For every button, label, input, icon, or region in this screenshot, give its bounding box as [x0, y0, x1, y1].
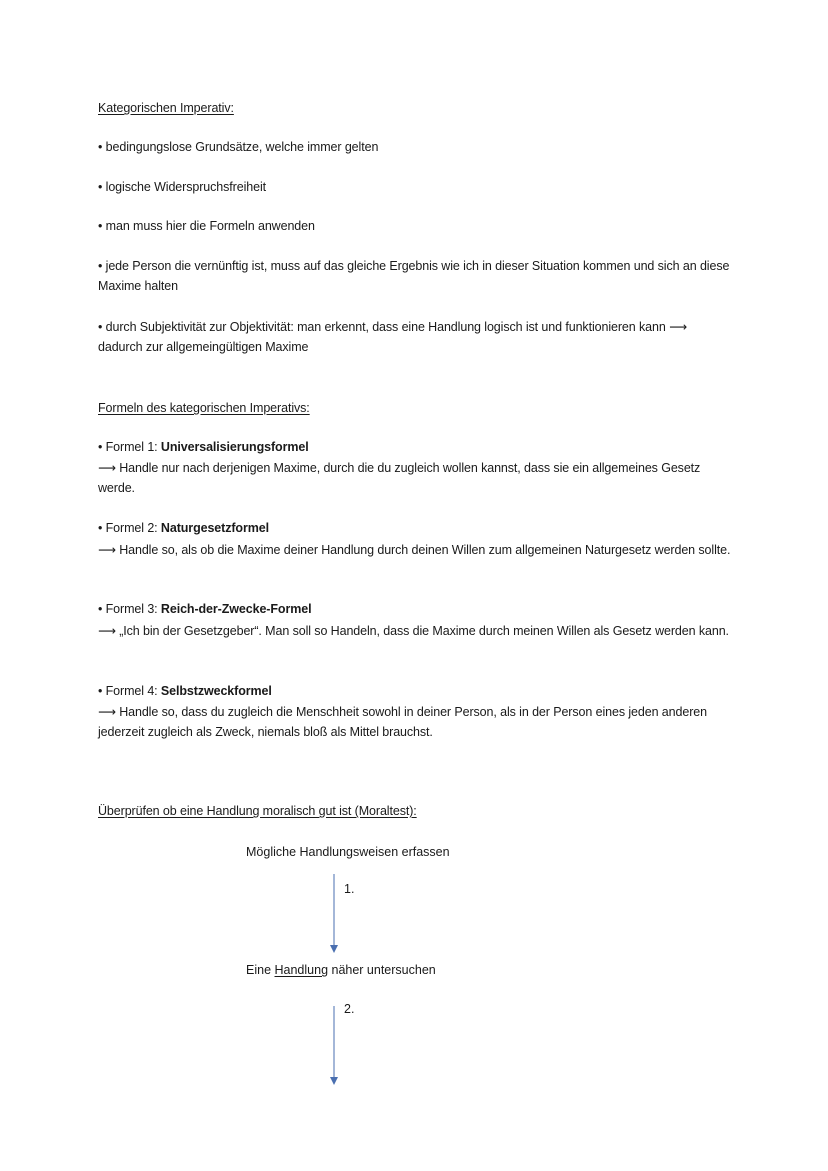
formula-4-text: ⟶ Handle so, dass du zugleich die Menschheit sowohl in deiner Person, als in der Person eines jeden anderen jederzeit zugleich als Zweck, niemals bloß als Mittel brauchst.	[98, 705, 707, 739]
formula-2-prefix: • Formel 2:	[98, 521, 161, 535]
formula-1-prefix: • Formel 1:	[98, 440, 161, 454]
formula-2-name: Naturgesetzformel	[160, 521, 269, 535]
formula-4-title	[98, 681, 738, 701]
formula-1-name: Universalisierungsformel	[160, 440, 309, 454]
bullet-4: • jede Person die vernünftig ist, muss auf das gleiche Ergebnis wie ich in dieser Situation kommen und sich an diese Maxime halten	[98, 259, 730, 293]
formula-3-name: Reich-der-Zwecke-Formel	[160, 602, 312, 616]
flow-step-2	[246, 960, 436, 980]
bullet-3: • man muss hier die Formeln anwenden	[98, 219, 315, 233]
flow-step-1: Mögliche Handlungsweisen erfassen	[246, 845, 450, 859]
bullet-2: • logische Widerspruchsfreiheit	[98, 180, 267, 194]
formula-3-text: ⟶ „Ich bin der Gesetzgeber“. Man soll so Handeln, dass die Maxime durch meinen Willen als Gesetz werden kann.	[98, 624, 729, 638]
heading-moraltest: Überprüfen ob eine Handlung moralisch gut ist (Moraltest):	[98, 804, 417, 818]
bullet-5: • durch Subjektivität zur Objektivität: man erkennt, dass eine Handlung logisch ist und funktionieren kann ⟶ dadurch zur allgemeingültigen Maxime	[98, 320, 687, 354]
flow-step-2-prefix: Eine	[246, 963, 275, 977]
formula-1-title	[98, 437, 738, 457]
flow-step-2-suffix: näher untersuchen	[328, 963, 436, 977]
formula-4-name: Selbstzweckformel	[160, 684, 272, 698]
flow-arrow-2	[326, 1006, 342, 1086]
formula-2-title	[98, 518, 738, 538]
formula-2-text: ⟶ Handle so, als ob die Maxime deiner Handlung durch deinen Willen zum allgemeinen Naturgesetz werden sollte.	[98, 543, 731, 557]
formula-3-prefix: • Formel 3:	[98, 602, 161, 616]
formula-3-title	[98, 599, 738, 619]
flow-number-1: 1.	[344, 882, 355, 896]
heading-kategorischer-imperativ: Kategorischen Imperativ:	[98, 101, 234, 115]
flow-number-2: 2.	[344, 1002, 355, 1016]
flow-step-2-underlined: Handlung	[274, 963, 329, 977]
flow-arrow-1	[326, 874, 342, 954]
formula-4-prefix: • Formel 4:	[98, 684, 161, 698]
formula-1-text: ⟶ Handle nur nach derjenigen Maxime, durch die du zugleich wollen kannst, dass sie ein allgemeines Gesetz werde.	[98, 461, 701, 495]
heading-formeln: Formeln des kategorischen Imperativs:	[98, 401, 310, 415]
bullet-1: • bedingungslose Grundsätze, welche immer gelten	[98, 140, 379, 154]
